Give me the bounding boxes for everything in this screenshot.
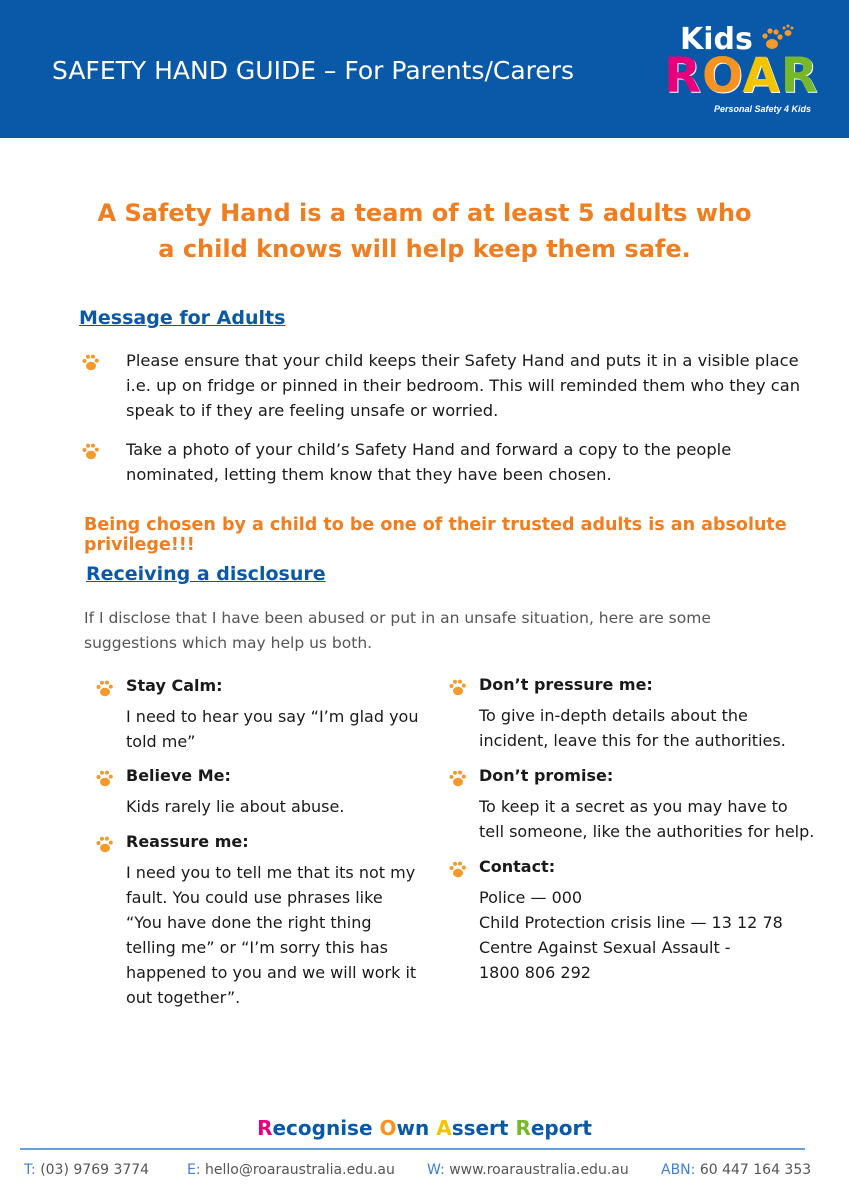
message-item-text: Take a photo of your child’s Safety Hand and forward a copy to the people nominated, letting them know that they have been chosen. bbox=[126, 440, 732, 484]
kids-roar-logo bbox=[660, 18, 825, 118]
tip-title: Don’t promise: bbox=[479, 766, 614, 785]
tagline-line-2: a child knows will help keep them safe. bbox=[158, 235, 691, 263]
logo-roar-text bbox=[664, 48, 819, 104]
privilege-statement: Being chosen by a child to be one of their trusted adults is an absolute privilege!!! bbox=[84, 515, 787, 555]
tip-body: I need you to tell me that its not my fault. You could use phrases like “You have done the right thing telling me” or “I’m sorry this has happened to you and we will work it out together”. bbox=[126, 863, 417, 1007]
paw-icon bbox=[80, 352, 100, 372]
footer-email[interactable] bbox=[187, 1162, 395, 1178]
email-label: E: bbox=[187, 1162, 201, 1178]
email-link[interactable]: hello@roaraustralia.edu.au bbox=[205, 1162, 395, 1178]
page-title: SAFETY HAND GUIDE – For Parents/Carers bbox=[52, 56, 575, 85]
safety-hand-definition bbox=[0, 195, 849, 267]
motto-assert bbox=[436, 1116, 508, 1140]
paw-icon bbox=[447, 859, 467, 879]
footer-abn bbox=[661, 1162, 811, 1178]
paw-icon bbox=[80, 441, 100, 461]
abn-label: ABN: bbox=[661, 1162, 696, 1178]
footer-motto bbox=[0, 1116, 849, 1140]
tip-title: Reassure me: bbox=[126, 832, 249, 851]
motto-rest: eport bbox=[530, 1116, 592, 1140]
motto-rest: ssert bbox=[451, 1116, 509, 1140]
paw-icon bbox=[94, 768, 114, 788]
motto-initial: R bbox=[257, 1116, 273, 1140]
web-label: W: bbox=[427, 1162, 445, 1178]
logo-roar-r2: R bbox=[780, 48, 819, 104]
tip-title: Don’t pressure me: bbox=[479, 675, 653, 694]
motto-report bbox=[515, 1116, 591, 1140]
message-for-adults-heading: Message for Adults bbox=[79, 307, 286, 329]
tip-title: Believe Me: bbox=[126, 766, 231, 785]
message-item-text: Please ensure that your child keeps their Safety Hand and puts it in a visible place i.e. up on fridge or pinned in their bedroom. This will reminded them who they can speak to if they are feeling unsafe or worried. bbox=[126, 351, 801, 420]
receiving-disclosure-heading: Receiving a disclosure bbox=[86, 563, 326, 585]
tip-body: Kids rarely lie about abuse. bbox=[126, 797, 345, 816]
footer-divider bbox=[20, 1148, 805, 1150]
motto-rest: wn bbox=[396, 1116, 430, 1140]
paw-icon bbox=[447, 677, 467, 697]
tip-body: To give in-depth details about the incident, leave this for the authorities. bbox=[479, 706, 786, 750]
tip-body: I need to hear you say “I’m glad you told me” bbox=[126, 707, 419, 751]
paw-icon bbox=[94, 834, 114, 854]
tip-body: To keep it a secret as you may have to tell someone, like the authorities for help. bbox=[479, 797, 815, 841]
disclosure-intro: If I disclose that I have been abused or put in an unsafe situation, here are some suggestions which may help us both. bbox=[84, 609, 711, 652]
motto-recognise bbox=[257, 1116, 372, 1140]
motto-rest: ecognise bbox=[272, 1116, 373, 1140]
logo-roar-a: A bbox=[742, 48, 781, 104]
logo-roar-o: O bbox=[701, 48, 743, 104]
paw-icon bbox=[447, 768, 467, 788]
header-banner bbox=[0, 0, 849, 138]
footer-website[interactable] bbox=[427, 1162, 629, 1178]
paw-icon bbox=[94, 678, 114, 698]
motto-initial: O bbox=[379, 1116, 397, 1140]
tagline-line-1: A Safety Hand is a team of at least 5 adults who bbox=[97, 199, 752, 227]
motto-initial: A bbox=[436, 1116, 452, 1140]
footer-phone bbox=[24, 1162, 149, 1178]
abn-value: 60 447 164 353 bbox=[699, 1162, 812, 1178]
logo-kids-text: Kids bbox=[680, 22, 753, 57]
motto-own bbox=[380, 1116, 430, 1140]
logo-tagline: Personal Safety 4 Kids bbox=[714, 104, 812, 114]
motto-initial: R bbox=[515, 1116, 531, 1140]
tip-title: Stay Calm: bbox=[126, 676, 223, 695]
phone-value: (03) 9769 3774 bbox=[40, 1162, 150, 1178]
tip-title: Contact: bbox=[479, 857, 556, 876]
website-link[interactable]: www.roaraustralia.edu.au bbox=[449, 1162, 629, 1178]
phone-label: T: bbox=[24, 1162, 36, 1178]
contact-numbers: Police — 000 Child Protection crisis line — 13 12 78 Centre Against Sexual Assault - 1800 806 292 bbox=[479, 888, 783, 982]
logo-roar-r1: R bbox=[664, 48, 702, 104]
